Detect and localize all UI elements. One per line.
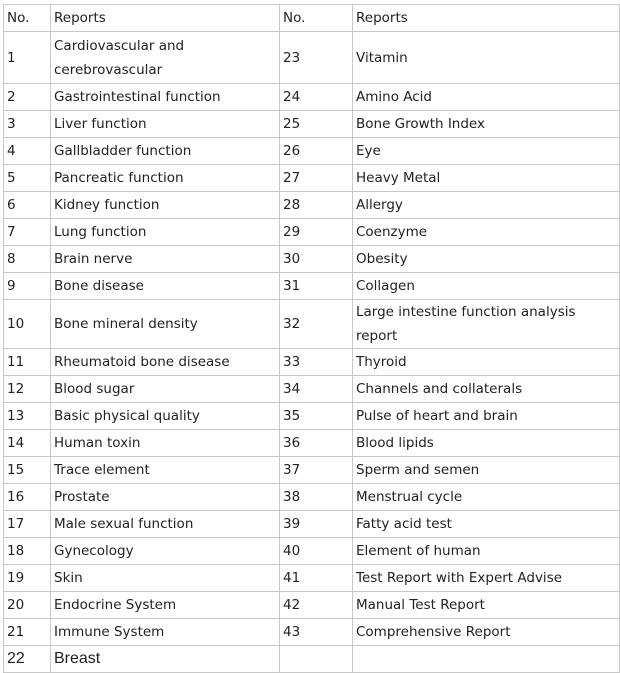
- table-row: [4, 619, 620, 646]
- report-name-right: Coenzyme: [353, 219, 620, 246]
- row-number-left: 17: [4, 511, 51, 538]
- row-number-left: 22: [4, 646, 51, 673]
- row-number-right: 43: [280, 619, 353, 646]
- row-number-right: 37: [280, 457, 353, 484]
- table-row: [4, 138, 620, 165]
- row-number-left: 4: [4, 138, 51, 165]
- table-row: [4, 111, 620, 138]
- table-row: [4, 538, 620, 565]
- row-number-right: 23: [280, 32, 353, 84]
- report-name-left: Basic physical quality: [51, 403, 280, 430]
- table-row: [4, 592, 620, 619]
- row-number-right: 40: [280, 538, 353, 565]
- report-name-left: Male sexual function: [51, 511, 280, 538]
- report-name-right: Amino Acid: [353, 84, 620, 111]
- report-name-right: Heavy Metal: [353, 165, 620, 192]
- table-row: [4, 565, 620, 592]
- row-number-left: 18: [4, 538, 51, 565]
- row-number-right: 38: [280, 484, 353, 511]
- report-name-right: Sperm and semen: [353, 457, 620, 484]
- report-name-right: Pulse of heart and brain: [353, 403, 620, 430]
- report-name-right: Vitamin: [353, 32, 620, 84]
- header-no-right: No.: [280, 5, 353, 32]
- row-number-right: 42: [280, 592, 353, 619]
- row-number-left: 1: [4, 32, 51, 84]
- report-name-left: Immune System: [51, 619, 280, 646]
- report-name-left: Skin: [51, 565, 280, 592]
- report-name-right: Thyroid: [353, 349, 620, 376]
- report-name-left: Blood sugar: [51, 376, 280, 403]
- row-number-left: 12: [4, 376, 51, 403]
- report-name-left: Cardiovascular and cerebrovascular: [51, 32, 280, 84]
- row-number-left: 20: [4, 592, 51, 619]
- header-reports-right: Reports: [353, 5, 620, 32]
- report-name-left: Pancreatic function: [51, 165, 280, 192]
- row-number-right: [280, 646, 353, 673]
- row-number-left: 5: [4, 165, 51, 192]
- table-row: [4, 273, 620, 300]
- row-number-right: 27: [280, 165, 353, 192]
- header-reports-left: Reports: [51, 5, 280, 32]
- report-name-right: Bone Growth Index: [353, 111, 620, 138]
- row-number-left: 15: [4, 457, 51, 484]
- row-number-right: 24: [280, 84, 353, 111]
- report-name-left: Gastrointestinal function: [51, 84, 280, 111]
- row-number-left: 16: [4, 484, 51, 511]
- report-name-left: Kidney function: [51, 192, 280, 219]
- report-name-right: Allergy: [353, 192, 620, 219]
- table-row: [4, 484, 620, 511]
- row-number-left: 10: [4, 300, 51, 349]
- report-name-left: Brain nerve: [51, 246, 280, 273]
- row-number-left: 3: [4, 111, 51, 138]
- report-name-left: Gallbladder function: [51, 138, 280, 165]
- row-number-right: 29: [280, 219, 353, 246]
- table-row: [4, 192, 620, 219]
- row-number-right: 39: [280, 511, 353, 538]
- table-row: [4, 246, 620, 273]
- row-number-left: 14: [4, 430, 51, 457]
- report-name-right: Obesity: [353, 246, 620, 273]
- report-name-right: Element of human: [353, 538, 620, 565]
- row-number-right: 31: [280, 273, 353, 300]
- table-row: [4, 84, 620, 111]
- report-name-left: Endocrine System: [51, 592, 280, 619]
- report-name-right: Blood lipids: [353, 430, 620, 457]
- report-name-right: Menstrual cycle: [353, 484, 620, 511]
- table-row: [4, 219, 620, 246]
- table-row: [4, 32, 620, 84]
- row-number-left: 7: [4, 219, 51, 246]
- report-name-left: Trace element: [51, 457, 280, 484]
- row-number-right: 28: [280, 192, 353, 219]
- table-row: [4, 646, 620, 673]
- row-number-left: 13: [4, 403, 51, 430]
- report-name-left: Prostate: [51, 484, 280, 511]
- row-number-right: 25: [280, 111, 353, 138]
- row-number-right: 41: [280, 565, 353, 592]
- row-number-right: 33: [280, 349, 353, 376]
- row-number-right: 30: [280, 246, 353, 273]
- report-name-right: Collagen: [353, 273, 620, 300]
- row-number-right: 35: [280, 403, 353, 430]
- table-row: [4, 511, 620, 538]
- report-name-right: Channels and collaterals: [353, 376, 620, 403]
- report-name-left: Human toxin: [51, 430, 280, 457]
- report-name-right: Large intestine function analysis report: [353, 300, 620, 349]
- row-number-right: 26: [280, 138, 353, 165]
- report-name-left: Rheumatoid bone disease: [51, 349, 280, 376]
- row-number-left: 2: [4, 84, 51, 111]
- report-name-left: Breast: [51, 646, 280, 673]
- row-number-left: 6: [4, 192, 51, 219]
- row-number-left: 9: [4, 273, 51, 300]
- row-number-left: 8: [4, 246, 51, 273]
- table-body: [4, 32, 620, 673]
- table-row: [4, 349, 620, 376]
- table-row: [4, 403, 620, 430]
- report-name-right: Eye: [353, 138, 620, 165]
- row-number-right: 36: [280, 430, 353, 457]
- row-number-left: 21: [4, 619, 51, 646]
- row-number-left: 11: [4, 349, 51, 376]
- report-name-right: Fatty acid test: [353, 511, 620, 538]
- table-row: [4, 430, 620, 457]
- table-row: [4, 165, 620, 192]
- reports-table: [3, 4, 620, 673]
- table-row: [4, 376, 620, 403]
- report-name-right: [353, 646, 620, 673]
- report-name-left: Bone disease: [51, 273, 280, 300]
- report-name-right: Comprehensive Report: [353, 619, 620, 646]
- table-header-row: [4, 5, 620, 32]
- report-name-left: Gynecology: [51, 538, 280, 565]
- report-name-left: Liver function: [51, 111, 280, 138]
- report-name-right: Manual Test Report: [353, 592, 620, 619]
- header-no-left: No.: [4, 5, 51, 32]
- row-number-right: 34: [280, 376, 353, 403]
- report-name-left: Bone mineral density: [51, 300, 280, 349]
- report-name-left: Lung function: [51, 219, 280, 246]
- row-number-left: 19: [4, 565, 51, 592]
- row-number-right: 32: [280, 300, 353, 349]
- table-row: [4, 300, 620, 349]
- table-row: [4, 457, 620, 484]
- report-name-right: Test Report with Expert Advise: [353, 565, 620, 592]
